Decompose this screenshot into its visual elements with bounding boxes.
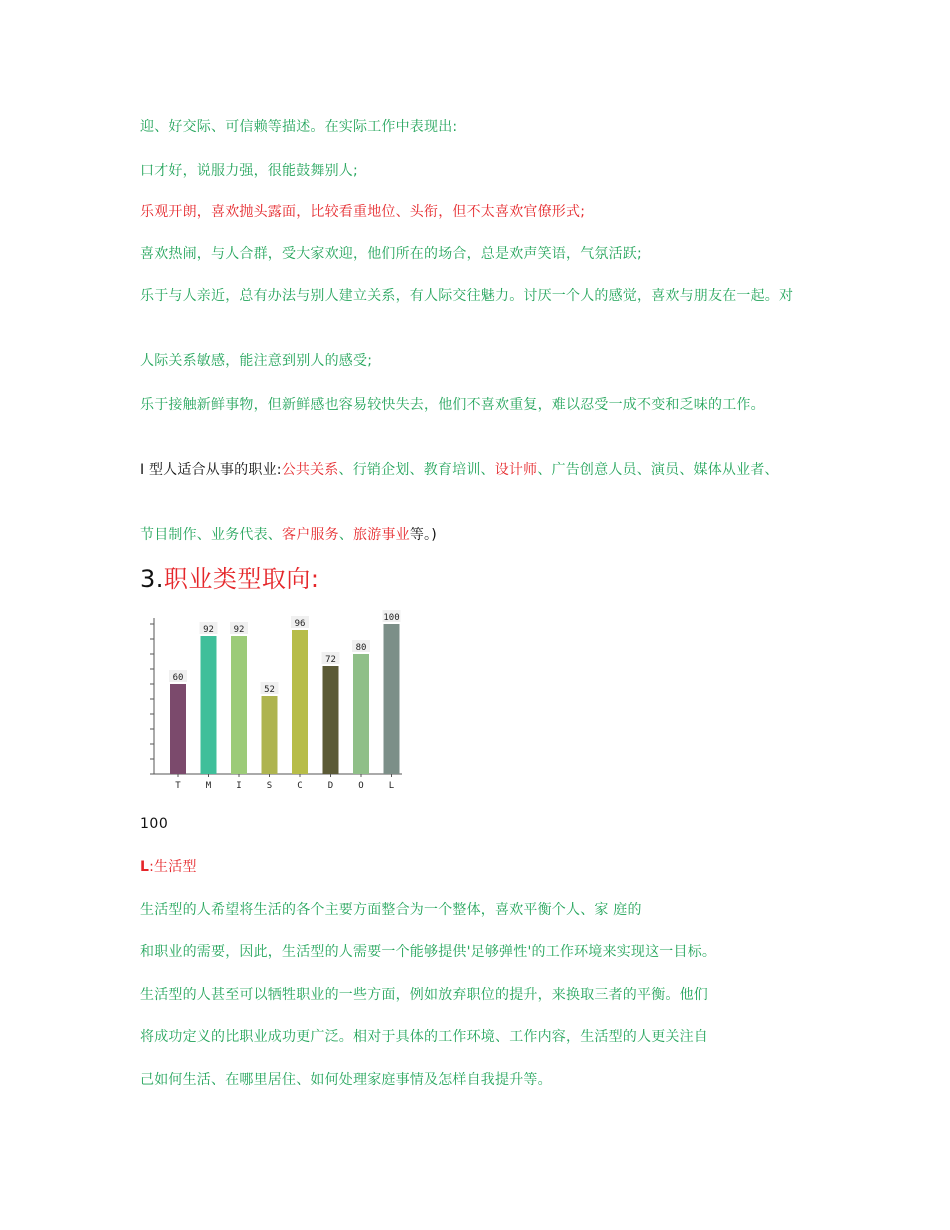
bar-value-label: 72 [325, 655, 336, 665]
type-name: :生活型 [149, 859, 197, 875]
description-line-5: 己如何生活、在哪里居住、如何处理家庭事情及怎样自我提升等。 [140, 1072, 552, 1088]
bar-value-label: 52 [264, 685, 275, 695]
description-line-2: 和职业的需要，因此，生活型的人需要一个能够提供'足够弹性'的工作环境来实现这一目标。 [140, 944, 717, 960]
bar-value-label: 80 [355, 643, 367, 653]
bar-T [170, 684, 186, 774]
bar-D [323, 666, 339, 774]
career-customer-service: 客户服务 [282, 527, 339, 543]
type-label [140, 856, 805, 878]
bar-I [231, 636, 247, 774]
careers-line-1 [140, 459, 805, 481]
paragraph-novelty: 乐于接触新鲜事物，但新鲜感也容易较快失去，他们不喜欢重复，难以忍受一成不变和乏味的工作。 [140, 397, 765, 413]
description-line-3: 生活型的人甚至可以牺牲职业的一些方面，例如放弃职位的提升，来换取三者的平衡。他们 [140, 987, 708, 1003]
paragraph-sensitive: 人际关系敏感，能注意到别人的感受; [140, 353, 373, 369]
career-orientation-chart [140, 604, 410, 794]
bar-L [384, 624, 400, 774]
paragraph-traits-intro: 迎、好交际、可信赖等描述。在实际工作中表现出: [140, 119, 458, 135]
bar-M [201, 636, 217, 774]
score-value: 100 [140, 816, 169, 832]
section-heading [140, 562, 320, 596]
careers-intro: I 型人适合从事的职业: [140, 462, 282, 478]
bar-value-label: 92 [233, 625, 245, 635]
paragraph-optimism: 乐观开朗，喜欢抛头露面，比较看重地位、头衔，但不太喜欢官僚形式; [140, 204, 586, 220]
careers-end: 等。) [409, 527, 437, 543]
career-tourism: 旅游事业 [353, 527, 410, 543]
bar-O [353, 654, 369, 774]
bar-value-label: 100 [383, 613, 400, 623]
document-page [140, 0, 810, 1230]
description-line-1: 生活型的人希望将生活的各个主要方面整合为一个整体，喜欢平衡个人、家 庭的 [140, 902, 642, 918]
section-title: 职业类型取向: [163, 565, 320, 593]
career-designer: 设计师 [494, 462, 538, 478]
bar-value-label: 96 [294, 619, 306, 629]
paragraph-eloquence: 口才好，说服力强，很能鼓舞别人; [140, 163, 358, 179]
x-tick-label: O [358, 781, 364, 791]
career-list-b: 、广告创意人员、演员、媒体从业者、 [537, 462, 779, 478]
careers-line-2 [140, 524, 805, 546]
bar-value-label: 92 [203, 625, 214, 635]
paragraph-sociable: 乐于与人亲近，总有办法与别人建立关系，有人际交往魅力。讨厌一个人的感觉，喜欢与朋友在一起。对 [140, 288, 794, 304]
career-public-relations: 公共关系 [281, 462, 339, 478]
bar-S [262, 696, 278, 774]
career-list-c: 节目制作、业务代表、 [140, 527, 282, 543]
section-number: 3. [140, 565, 164, 593]
x-tick-label: D [327, 781, 334, 791]
x-tick-label: C [297, 781, 303, 791]
bar-value-label: 60 [172, 673, 184, 683]
x-tick-label: I [236, 781, 242, 791]
bar-chart-svg [140, 604, 410, 794]
career-separator: 、 [338, 527, 354, 543]
type-code: L [140, 859, 150, 875]
career-list-a: 、行销企划、教育培训、 [338, 462, 495, 478]
description-line-4: 将成功定义的比职业成功更广泛。相对于具体的工作环境、工作内容，生活型的人更关注自 [140, 1029, 708, 1045]
bar-C [292, 630, 308, 774]
paragraph-lively: 喜欢热闹，与人合群，受大家欢迎，他们所在的场合，总是欢声笑语，气氛活跃; [140, 246, 642, 262]
x-tick-label: T [175, 781, 181, 791]
x-tick-label: S [266, 781, 273, 791]
x-tick-label: L [388, 781, 395, 791]
x-tick-label: M [205, 781, 212, 791]
